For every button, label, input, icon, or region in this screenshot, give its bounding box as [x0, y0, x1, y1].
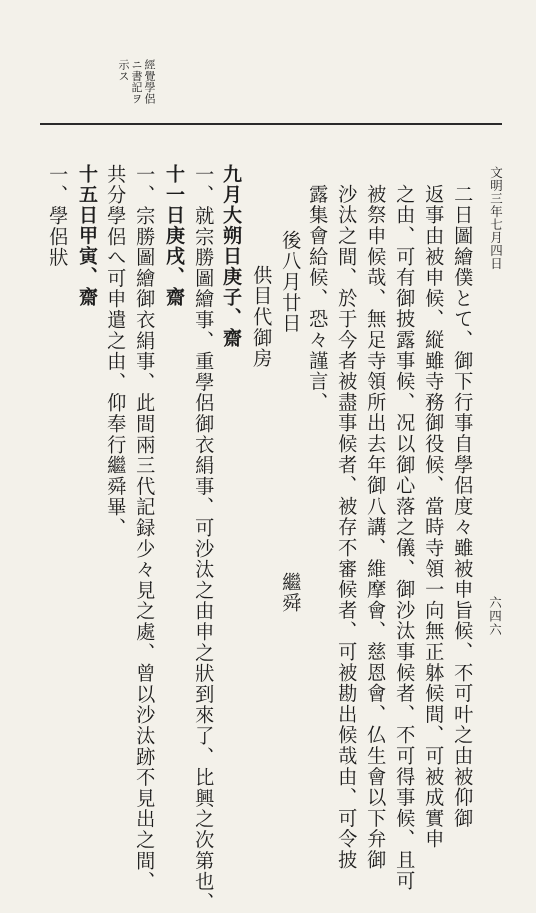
header-date: 文明三年七月四日: [488, 166, 504, 270]
margin-note-line: ニ書記ヲ: [130, 59, 143, 104]
text-column: 沙汰之間、於于今者被盡事候者、被存不審候者、可被勘出候哉由、可令披: [335, 184, 359, 871]
text-column: 被祭申候哉、無足寺領所出去年御八講、維摩會、慈恩會、仏生會以下弁御: [364, 184, 388, 871]
margin-note-line: 經覺學侶: [143, 59, 156, 104]
text-column: 二日圖繪僕とて、御下行事自學侶度々雖被申旨候、不可叶之由被仰御: [451, 184, 475, 829]
page-number: 六四六: [487, 596, 503, 637]
signer-name: 繼舜: [279, 572, 303, 614]
letter-date: 後八月廿日: [279, 230, 303, 334]
diary-entry-continuation: 共分學侶へ可申遣之由、仰奉行繼舜畢、: [104, 164, 128, 539]
text-column: 露集會給候、恐々謹言、: [306, 184, 330, 413]
text-column: 返事由被申候、縦雖寺務御役候、當時寺領一向無正躰候間、可被成實申: [422, 184, 446, 850]
diary-date-heading: 九月大朔日庚子、齋: [220, 164, 242, 349]
letter-addressee: 供目代御房: [250, 265, 274, 369]
diary-entry: 一、學侶狀: [46, 164, 70, 268]
diary-entry: 一、就宗勝圖繪事、重學侶御衣絹事、可沙汰之由申之狀到來了、比興之次第也、: [192, 164, 216, 913]
text-column: 之由、可有御披露事候、况以御心落之儀、御沙汰事候者、不可得事候、且可: [393, 184, 417, 892]
diary-date-heading: 十一日庚戌、齋: [163, 164, 185, 308]
header-rule: [40, 123, 502, 125]
diary-entry: 一、宗勝圖繪御衣絹事、此間兩三代記録少々見之處、曾以沙汰跡不見出之間、: [133, 164, 157, 892]
margin-note-line: 示ス: [117, 59, 130, 82]
diary-date-heading: 十五日甲寅、齋: [76, 164, 98, 308]
